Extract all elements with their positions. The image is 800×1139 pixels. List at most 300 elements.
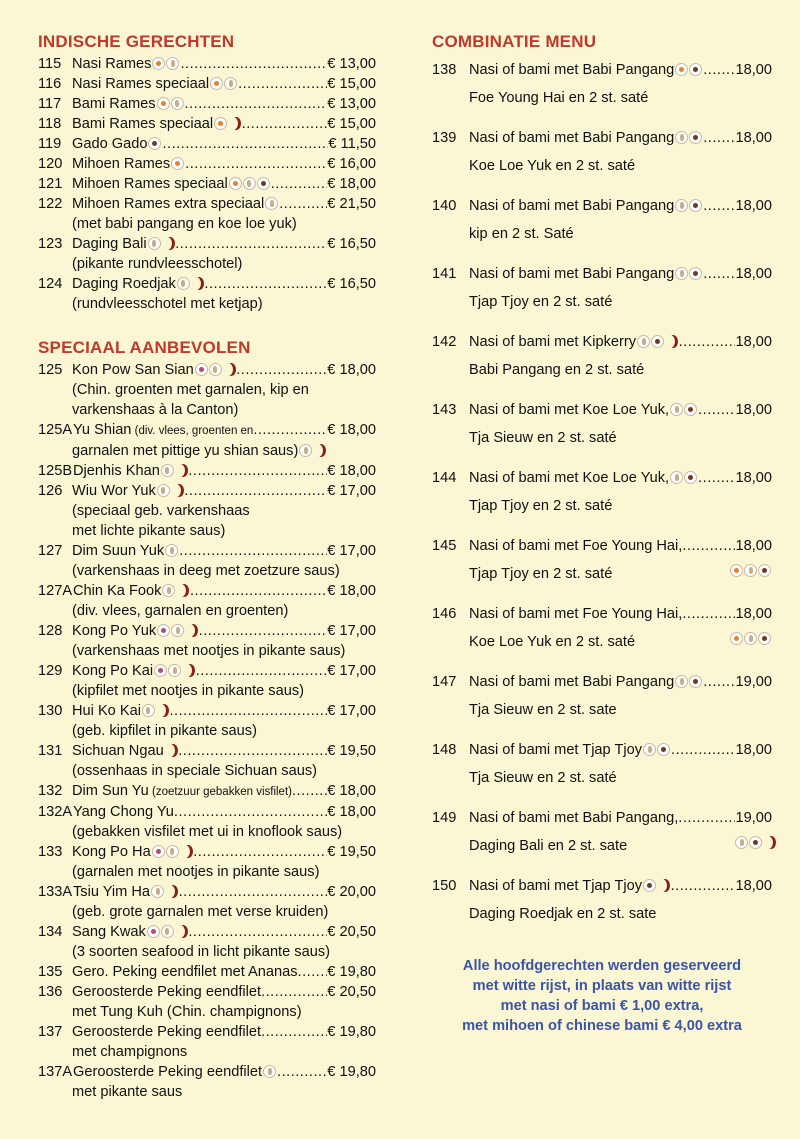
menu-item (38, 541, 376, 581)
combo-item (432, 536, 772, 584)
combo-line2-text: Tjap Tjoy en 2 st. saté (469, 566, 613, 582)
combo-line2-text: Foe Young Hai en 2 st. saté (469, 90, 649, 106)
leader-dots (698, 468, 735, 488)
item-number: 127A (38, 583, 73, 599)
leaf-icon (162, 584, 175, 597)
egg-icon (157, 97, 170, 110)
item-name-text: Nasi of bami met Babi Pangang (469, 266, 675, 282)
section-title-combinatie: COMBINATIE MENU (432, 32, 597, 51)
dish-icons (735, 836, 771, 856)
item-name (469, 468, 698, 488)
leaf-icon (670, 471, 683, 484)
moon-icon (171, 484, 179, 497)
item-name (72, 134, 162, 154)
combo-line2 (432, 156, 772, 176)
dish-icons (643, 879, 665, 892)
item-number: 125B (38, 463, 73, 479)
item-price: € 18,00 (327, 422, 376, 438)
item-name-text: Mihoen Rames speciaal (72, 176, 228, 192)
item-name-text: Dim Suun Yuk (72, 543, 165, 559)
nut-icon (643, 879, 656, 892)
leader-dots (191, 661, 327, 681)
dish-icons (675, 131, 702, 144)
leader-dots (180, 54, 327, 74)
leaf-icon (744, 632, 757, 645)
menu-item-row (38, 174, 376, 194)
indische-list (38, 54, 376, 314)
item-price: 18,00 (735, 470, 772, 486)
item-number: 133A (38, 884, 73, 900)
item-description-text: (kipfilet met nootjes in pikante saus) (72, 683, 304, 699)
dish-icons (675, 675, 702, 688)
item-name (72, 982, 261, 1002)
combo-line2-text: Tja Sieuw en 2 st. saté (469, 430, 617, 446)
item-description (38, 1042, 376, 1062)
item-name-text: Bami Rames speciaal (72, 116, 214, 132)
combo-line2-text: Daging Bali en 2 st. sate (469, 838, 628, 854)
dish-icons (637, 335, 673, 348)
leaf-icon (224, 77, 237, 90)
item-description (38, 601, 376, 621)
item-number: 123 (38, 236, 63, 252)
leaf-icon (161, 464, 174, 477)
item-price: € 17,00 (327, 483, 376, 499)
menu-item (38, 194, 376, 234)
menu-item-row (38, 922, 376, 942)
leader-dots (174, 741, 328, 761)
item-name-text: Nasi of bami met Kipkerry (469, 334, 637, 350)
menu-item (38, 922, 376, 962)
nut-icon (689, 63, 702, 76)
fish-icon (147, 925, 160, 938)
combo-line2-text: Tjap Tjoy en 2 st. saté (469, 498, 613, 514)
item-description: varkenshaas à la Canton) (72, 402, 239, 418)
item-description: met lichte pikante saus) (72, 523, 226, 539)
item-price: € 13,00 (327, 56, 376, 72)
leaf-icon (243, 177, 256, 190)
leader-dots (279, 194, 327, 214)
dish-icons (675, 199, 702, 212)
leader-dots (682, 536, 735, 556)
item-number: 127 (38, 543, 63, 559)
item-number: 125 (38, 362, 63, 378)
combo-line2 (432, 836, 772, 856)
leaf-icon (675, 267, 688, 280)
item-description (38, 214, 376, 234)
item-name-text: Mihoen Rames (72, 156, 171, 172)
fish-icon (157, 624, 170, 637)
dish-icons (148, 237, 170, 250)
menu-item (38, 114, 376, 134)
leader-dots (703, 264, 735, 284)
item-price: € 18,00 (327, 362, 376, 378)
item-price: 18,00 (735, 266, 772, 282)
menu-item-row (38, 982, 376, 1002)
item-name-text: Chin Ka Fook (73, 583, 162, 599)
leaf-icon (166, 57, 179, 70)
combo-item (432, 196, 772, 244)
dish-icons (161, 464, 183, 477)
dish-icons (165, 744, 173, 757)
item-name (72, 234, 171, 254)
nut-icon (689, 267, 702, 280)
leaf-icon (166, 845, 179, 858)
egg-icon (152, 57, 165, 70)
menu-item (38, 882, 376, 922)
item-price: 18,00 (735, 130, 772, 146)
dish-icons (165, 544, 178, 557)
combo-row (432, 808, 772, 828)
item-price: € 17,00 (327, 543, 376, 559)
combo-row (432, 468, 772, 488)
item-name (72, 114, 237, 134)
item-name-note: (zoetzuur gebakken visfilet) (148, 786, 292, 798)
item-number: 141 (432, 266, 457, 282)
item-number: 116 (38, 76, 62, 92)
leader-dots (674, 332, 735, 352)
item-price: € 17,00 (327, 663, 376, 679)
item-name-text: Geroosterde Peking eendfilet (72, 984, 262, 1000)
item-name-text: Nasi of bami met Tjap Tjoy (469, 742, 643, 758)
item-number: 124 (38, 276, 63, 292)
item-name (469, 876, 666, 896)
item-name-text: Nasi of bami met Babi Pangang (469, 198, 675, 214)
item-description (38, 294, 376, 314)
combo-row (432, 536, 772, 556)
item-name-text: Kon Pow San Sian (72, 362, 194, 378)
menu-item-row (38, 274, 376, 294)
item-price: € 16,50 (327, 276, 376, 292)
item-description-text: (geb. grote garnalen met verse kruiden) (72, 904, 329, 920)
item-description (38, 641, 376, 661)
menu-item (38, 154, 376, 174)
egg-icon (210, 77, 223, 90)
combo-row (432, 196, 772, 216)
combo-line2-text: Tja Sieuw en 2 st. sate (469, 702, 617, 718)
menu-item (38, 741, 376, 781)
leaf-icon (744, 564, 757, 577)
leader-dots (666, 876, 735, 896)
menu-item (38, 274, 376, 314)
menu-item (38, 701, 376, 741)
menu-item (38, 842, 376, 882)
item-price: 19,00 (735, 674, 772, 690)
item-name-text: Gado Gado (72, 136, 148, 152)
leader-dots (253, 420, 327, 440)
item-name (469, 60, 703, 80)
item-name-text: Djenhis Khan (73, 463, 160, 479)
item-description (38, 380, 376, 400)
combo-line2 (432, 292, 772, 312)
dish-icons (643, 743, 670, 756)
item-price: € 19,80 (327, 1024, 376, 1040)
menu-item (38, 420, 376, 461)
menu-item-row (38, 842, 376, 862)
item-name (469, 536, 682, 556)
leader-dots (292, 781, 327, 801)
menu-item (38, 621, 376, 661)
combo-line2-text: Tjap Tjoy en 2 st. saté (469, 294, 613, 310)
note-line: met nasi of bami € 1,00 extra, (500, 998, 704, 1014)
dish-icons (142, 704, 164, 717)
item-name (469, 808, 678, 828)
menu-item (38, 134, 376, 154)
item-price: 18,00 (735, 334, 772, 350)
menu-item-row (38, 114, 376, 134)
dish-icons (152, 845, 188, 858)
item-number: 144 (432, 470, 457, 486)
item-name (72, 154, 185, 174)
item-number: 135 (38, 964, 63, 980)
menu-item (38, 174, 376, 194)
item-description-text: (speciaal geb. varkenshaas (72, 503, 250, 519)
dish-icons (265, 197, 278, 210)
item-price: € 15,00 (327, 116, 376, 132)
item-name-text: Nasi of bami met Foe Young Hai, (469, 538, 683, 554)
combo-row (432, 60, 772, 80)
combo-row (432, 740, 772, 760)
dish-icons (670, 403, 697, 416)
right-column (432, 32, 772, 944)
item-name (73, 461, 184, 481)
leaf-icon (209, 363, 222, 376)
item-name-text: Kong Po Kai (72, 663, 154, 679)
item-price: € 20,00 (327, 884, 376, 900)
moon-icon (657, 879, 665, 892)
dish-icons (157, 624, 193, 637)
item-price: 18,00 (735, 606, 772, 622)
menu-item-row (38, 134, 376, 154)
menu-item-row (38, 581, 376, 601)
dish-icons (214, 117, 236, 130)
item-description (38, 902, 376, 922)
menu-item (38, 802, 376, 842)
dish-icons (670, 471, 697, 484)
combo-row (432, 128, 772, 148)
menu-item (38, 94, 376, 114)
item-name-text: Kong Po Yuk (72, 623, 157, 639)
menu-item-row (38, 234, 376, 254)
leader-dots (232, 360, 328, 380)
item-description-text: met Tung Kuh (Chin. champignons) (72, 1004, 302, 1020)
item-price: € 19,50 (327, 743, 376, 759)
item-description (38, 561, 376, 581)
leader-dots (174, 882, 327, 902)
item-name-text: Nasi of bami met Tjap Tjoy (469, 878, 643, 894)
item-description (38, 1082, 376, 1102)
dish-icons (730, 564, 771, 584)
section-title-indische: INDISCHE GERECHTEN (38, 32, 235, 51)
leader-dots (184, 461, 327, 481)
leader-dots (671, 740, 735, 760)
item-number: 140 (432, 198, 457, 214)
menu-item (38, 74, 376, 94)
leaf-icon (142, 704, 155, 717)
leader-dots (678, 808, 735, 828)
item-name-text: Nasi of bami met Babi Pangang (469, 62, 675, 78)
item-description-text: (geb. kipfilet in pikante saus) (72, 723, 257, 739)
nut-icon (758, 632, 771, 645)
dish-icons (151, 885, 173, 898)
item-price: € 19,50 (327, 844, 376, 860)
item-price: 19,00 (735, 810, 772, 826)
moon-icon (665, 335, 673, 348)
combo-item (432, 400, 772, 448)
moon-icon (228, 117, 236, 130)
nut-icon (651, 335, 664, 348)
menu-item-row (38, 621, 376, 641)
item-name-text: Dim Sun Yu (72, 783, 149, 799)
combo-item (432, 128, 772, 176)
item-description (38, 761, 376, 781)
moon-icon (191, 277, 199, 290)
menu-item-row (38, 1062, 376, 1082)
leader-dots (682, 604, 735, 624)
combo-line2 (432, 700, 772, 720)
moon-icon (165, 885, 173, 898)
item-name (469, 672, 703, 692)
item-number: 118 (38, 116, 62, 132)
combo-item (432, 604, 772, 652)
item-name (72, 962, 298, 982)
combo-line2 (432, 224, 772, 244)
item-price: € 18,00 (327, 583, 376, 599)
item-description (38, 501, 376, 521)
item-name (469, 128, 703, 148)
menu-item (38, 234, 376, 274)
item-name-note: (div. vlees, groenten en (131, 425, 254, 437)
combo-line2-text: Koe Loe Yuk en 2 st. saté (469, 634, 636, 650)
combo-item (432, 808, 772, 856)
leaf-icon (263, 1065, 276, 1078)
leader-dots (194, 621, 327, 641)
item-price: € 11,50 (328, 136, 376, 152)
item-number: 148 (432, 742, 457, 758)
item-number: 134 (38, 924, 63, 940)
item-number: 120 (38, 156, 63, 172)
item-name-text: Geroosterde Peking eendfilet (73, 1064, 263, 1080)
leader-dots (165, 701, 327, 721)
item-name-text: Nasi Rames speciaal (72, 76, 210, 92)
item-number: 128 (38, 623, 63, 639)
item-price: € 17,00 (327, 703, 376, 719)
leader-dots (261, 1022, 327, 1042)
menu-item-row (38, 94, 376, 114)
item-name (72, 194, 279, 214)
item-number: 126 (38, 483, 63, 499)
leader-dots (703, 128, 735, 148)
item-price: € 18,00 (327, 804, 376, 820)
nut-icon (684, 471, 697, 484)
leader-dots (237, 114, 327, 134)
item-description (38, 254, 376, 274)
leader-dots (180, 481, 327, 501)
item-name (72, 701, 165, 721)
combo-line2 (432, 904, 772, 924)
combo-line2 (432, 88, 772, 108)
moon-icon (156, 704, 164, 717)
menu-item-row (38, 461, 376, 481)
item-name (72, 481, 180, 501)
item-price: € 19,80 (327, 1064, 376, 1080)
combo-item (432, 60, 772, 108)
item-name (72, 274, 200, 294)
dish-icons (147, 925, 183, 938)
item-name-text: Tsiu Yim Ha (73, 884, 151, 900)
combo-row (432, 876, 772, 896)
menu-item-row (38, 74, 376, 94)
menu-item (38, 982, 376, 1022)
combo-line2-text: Tja Sieuw en 2 st. saté (469, 770, 617, 786)
nut-icon (148, 137, 161, 150)
egg-icon (730, 564, 743, 577)
combo-line2 (432, 768, 772, 788)
item-number: 122 (38, 196, 63, 212)
item-name (73, 420, 253, 441)
item-description-text: (varkenshaas met nootjes in pikante saus) (72, 643, 346, 659)
combo-line2-text: Babi Pangang en 2 st. saté (469, 362, 645, 378)
nut-icon (689, 131, 702, 144)
menu-item-row (38, 481, 376, 501)
menu-item (38, 661, 376, 701)
combo-item (432, 876, 772, 924)
item-name (469, 332, 674, 352)
item-description-text: met pikante saus (72, 1084, 183, 1100)
item-name-text: Daging Bali (72, 236, 147, 252)
item-number: 119 (38, 136, 62, 152)
item-number: 133 (38, 844, 63, 860)
item-name-text: Hui Ko Kai (72, 703, 141, 719)
item-price: € 17,00 (327, 623, 376, 639)
item-name-text: Kong Po Ha (72, 844, 151, 860)
menu-item-row (38, 741, 376, 761)
dish-icons (154, 664, 190, 677)
menu-item-row (38, 701, 376, 721)
menu-item-row (38, 781, 376, 802)
menu-item (38, 1062, 376, 1102)
fish-icon (152, 845, 165, 858)
menu-item (38, 54, 376, 74)
item-name (73, 1062, 277, 1082)
leader-dots (162, 134, 328, 154)
item-number: 149 (432, 810, 457, 826)
item-number: 143 (432, 402, 457, 418)
item-name (72, 54, 180, 74)
leaf-icon (148, 237, 161, 250)
leaf-icon (151, 885, 164, 898)
leaf-icon (643, 743, 656, 756)
item-description-text: (gebakken visfilet met ui in knoflook saus) (72, 824, 343, 840)
item-description-text: (rundvleesschotel met ketjap) (72, 296, 263, 312)
item-name (469, 740, 671, 760)
item-name-text: Nasi of bami met Koe Loe Yuk, (469, 470, 670, 486)
menu-item-row (38, 661, 376, 681)
leaf-icon (168, 664, 181, 677)
combo-item (432, 672, 772, 720)
combo-item (432, 468, 772, 516)
dish-icons (157, 97, 184, 110)
item-number: 130 (38, 703, 63, 719)
menu-item-row (38, 154, 376, 174)
item-number: 142 (432, 334, 457, 350)
item-name-text: Yang Chong Yu (73, 804, 174, 820)
menu-item (38, 360, 376, 420)
nut-icon (689, 199, 702, 212)
item-number: 137 (38, 1024, 63, 1040)
item-name-text: Nasi Rames (72, 56, 152, 72)
menu-item (38, 481, 376, 541)
dish-icons (195, 363, 231, 376)
